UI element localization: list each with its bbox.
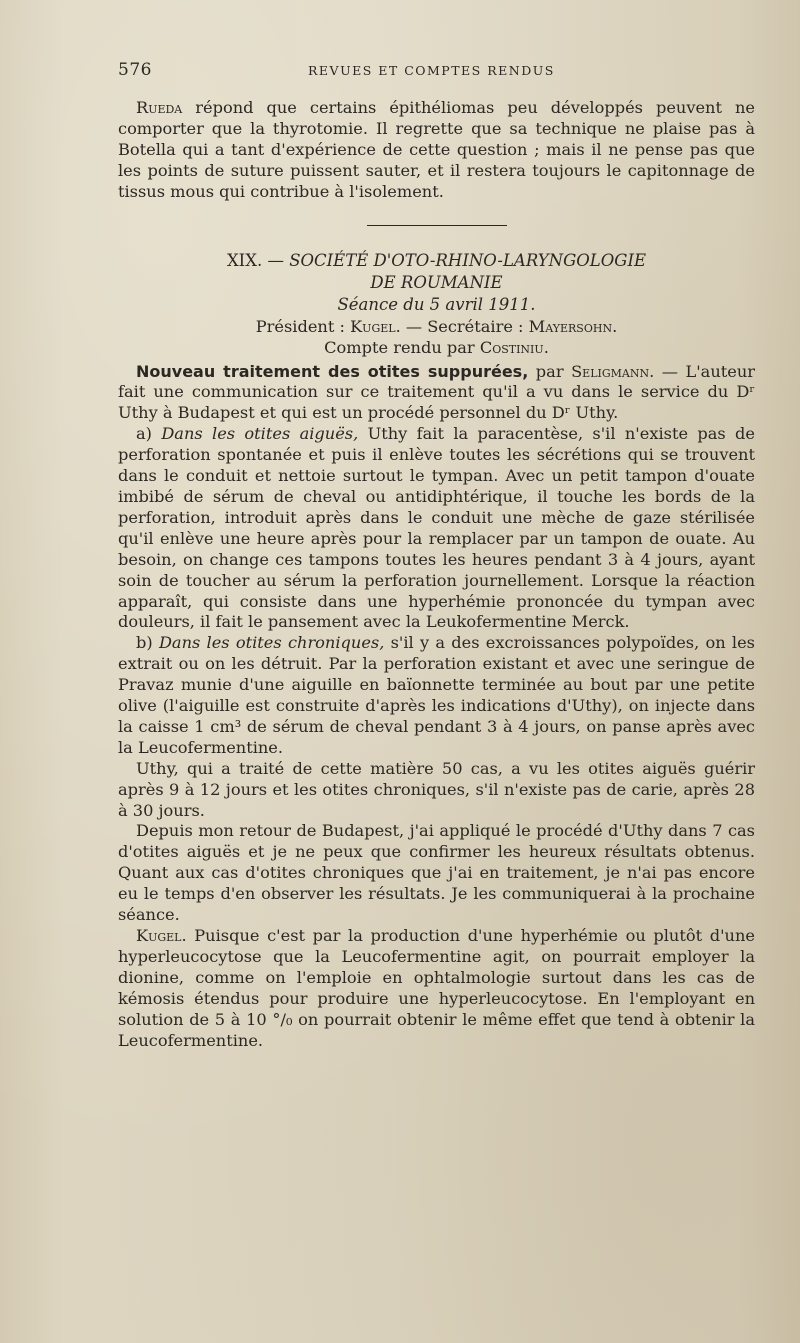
president-label: Président : <box>255 316 351 336</box>
article-by: par <box>528 361 572 381</box>
rueda-text: répond que certains épithéliomas peu développés peuvent ne comporter que la thyrotomie. Il regrette que sa technique ne plaise pas à Botella qui a tant d'expérience de cette question ; mais il ne pense pas que les points de suture puissent sauter, et il restera toujours le capitonnage de tissus mous qui contribue à l'isolement. <box>118 98 755 201</box>
secretary-label: . — Secrétaire : <box>395 316 529 336</box>
article-author: Seligmann <box>571 361 650 381</box>
text-a: Uthy fait la paracentèse, s'il n'existe pas de perforation spontanée et puis il enlève toutes les sécrétions qui se trouvent dans le conduit et nettoie surtout le tympan. Avec un petit tampon d'ouate imbibé de sérum de cheval ou antidiphtérique, il touche les bords de la perforation, introduit après dans le conduit une mèche de gaze stérilisée qu'il enlève une heure après pour la remplacer par un tampon de ouate. Au besoin, on change ces tampons toutes les heures pendant 3 à 4 jours, ayant soin de toucher au sérum la perforation journellement. Lorsque la réaction apparaît, qui consiste dans une hyperhémie prononcée du tympan avec douleurs, il fait le pansement avec la Leukofermentine Merck. <box>118 424 755 632</box>
secretary-end: . <box>612 316 618 336</box>
secretary-name: Mayersohn <box>528 316 613 336</box>
label-a: a) <box>136 424 162 444</box>
paragraph-kugel <box>118 926 755 1051</box>
heading-b: Dans les otites chroniques, <box>158 633 385 653</box>
speaker-kugel: Kugel <box>136 926 182 945</box>
paragraph-uthy: Uthy, qui a traité de cette matière 50 cas, a vu les otites aiguës guérir après 9 à 12 jours et les otites chroniques, s'il n'existe pas de carie, après 28 à 30 jours. <box>118 758 755 820</box>
president-name: Kugel <box>350 316 396 336</box>
label-b: b) <box>136 633 159 653</box>
section-title-line1 <box>118 250 755 272</box>
page-number: 576 <box>118 60 152 80</box>
officers-line <box>118 316 755 337</box>
heading-a: Dans les otites aiguës, <box>161 424 359 444</box>
speaker-rueda: Rueda <box>136 98 183 117</box>
kugel-text: . Puisque c'est par la production d'une hyperhémie ou plutôt d'une hyperleucocytose que la Leucofermentine agit, on pourrait employer la dionine, comme on l'emploie en ophtalmologie surtout dans les cas de kémosis étendus pour produire une hyperleucocytose. En l'employant en solution de 5 à 10 °/₀ on pourrait obtenir le même effet que tend à obtenir la Leucofermentine. <box>118 926 755 1050</box>
section-divider <box>367 225 507 226</box>
article-intro <box>118 362 755 425</box>
section-number: XIX. — <box>226 250 290 270</box>
section-title-line2: DE ROUMANIE <box>370 272 503 292</box>
seance-date: Séance du 5 avril 1911. <box>337 294 536 314</box>
report-line <box>118 337 755 358</box>
paragraph-depuis: Depuis mon retour de Budapest, j'ai appliqué le procédé d'Uthy dans 7 cas d'otites aiguës et je ne peux que confirmer les heureux résultats obtenus. Quant aux cas d'otites chroniques que j'ai en traitement, je n'ai pas encore eu le temps d'en observer les résultats. Je les communiquerai à la prochaine séance. <box>118 821 755 925</box>
reporter-name: Costiniu <box>479 337 544 357</box>
paragraph-b <box>118 633 755 758</box>
page-header <box>118 60 755 86</box>
paragraph-a <box>118 424 755 633</box>
article-title: Nouveau traitement des otites suppurées, <box>136 361 529 381</box>
section-title-1: SOCIÉTÉ D'OTO-RHINO-LARYNGOLOGIE <box>289 250 647 270</box>
report-label: Compte rendu par <box>324 337 480 357</box>
running-title: REVUES ET COMPTES RENDUS <box>308 63 555 78</box>
page-content <box>118 60 755 1051</box>
text-b: s'il y a des excroissances polypoïdes, on les extrait ou on les détruit. Par la perforation existant et avec une seringue de Pravaz munie d'une aiguille en baïonnette terminée au bout par une petite olive (l'aiguille est construite d'après les indications d'Uthy), on injecte dans la caisse 1 cm³ de sérum de cheval pendant 3 à 4 jours, on panse après avec la Leucofermentine. <box>118 633 755 757</box>
report-end: . <box>543 337 549 357</box>
article-intro-text: . — L'auteur fait une communication sur ce traitement qu'il a vu dans le service du Dʳ Uthy à Budapest et qui est un procédé personnel du Dʳ Uthy. <box>118 361 755 423</box>
paragraph-rueda <box>118 98 755 203</box>
